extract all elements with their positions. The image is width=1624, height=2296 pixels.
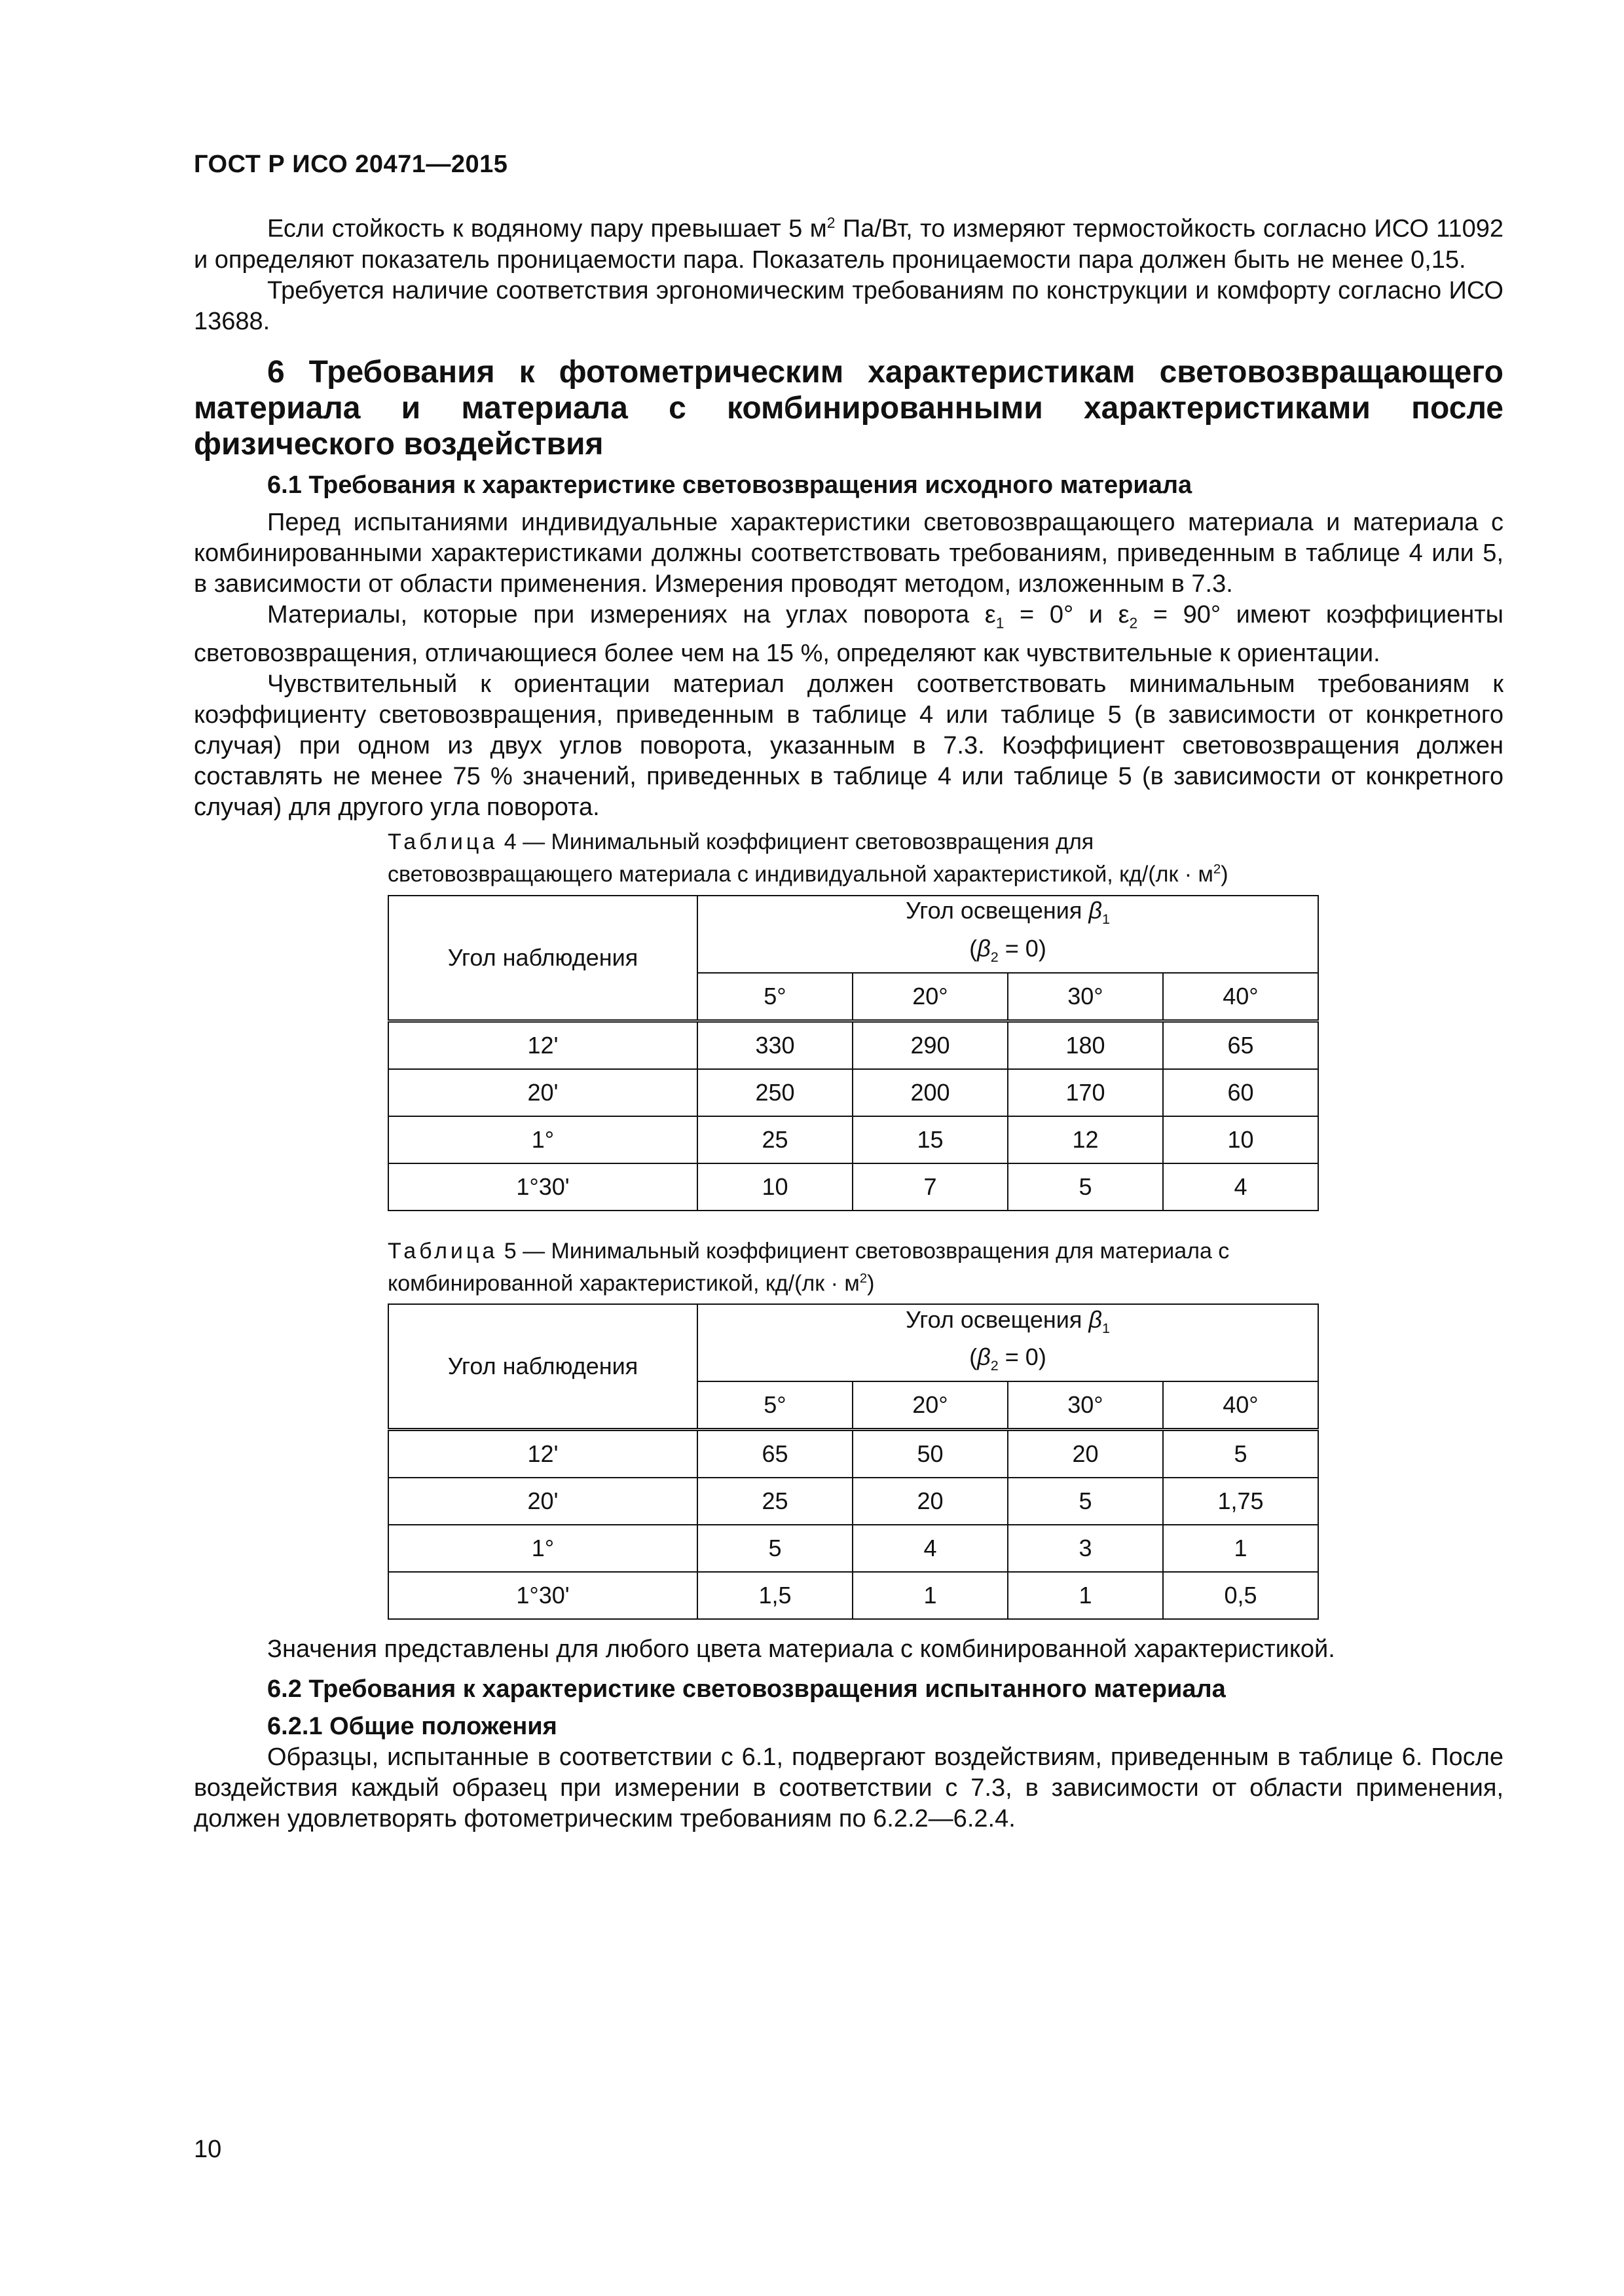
document-page [194, 151, 1504, 1834]
table-5-angle-header: 40° [1163, 1381, 1318, 1430]
table-cell: 20 [853, 1478, 1008, 1525]
table-cell: 5 [1163, 1429, 1318, 1478]
table-5-angle-header: 30° [1008, 1381, 1163, 1430]
section-6-heading: 6 Требования к фотометрическим характеристикам световозвращающего материала и материала с комбинированными характеристиками после физического воздействия [194, 354, 1504, 462]
table-cell: 330 [697, 1021, 853, 1069]
table-cell: 12 [1008, 1116, 1163, 1163]
page-number: 10 [194, 2136, 222, 2163]
table-cell: 20' [388, 1069, 697, 1116]
table-4-caption: Таблица 4 — Минимальный коэффициент световозвращения для световозвращающего материала с индивидуальной характеристикой, $кд/(лк \cdot м^2)$ [388, 829, 1228, 887]
table-4-angle-header: 20° [853, 973, 1008, 1021]
paragraph-6-2-1: Образцы, испытанные в соответствии с 6.1, подвергают воздействиям, приведенным в таблице 6. После воздействия каждый образец при измерении в соответствии с 7.3, в зависимости от области применения, должен удовлетворять фотометрическим требованиям по 6.2.2—6.2.4. [194, 1743, 1504, 1832]
table-row [388, 1021, 1318, 1069]
document-header: ГОСТ Р ИСО 20471—2015 [194, 151, 508, 178]
table-cell: 200 [853, 1069, 1008, 1116]
paragraph-vapor-resistance: Если стойкость к водяному пару превышает 5 $м^2$ Па/Вт, то измеряют термостойкость согласно ИСО 11092 и определяют показатель проницаемости пара. Показатель проницаемости пара должен быть не менее 0,15. [194, 214, 1504, 274]
table-row [388, 1525, 1318, 1572]
table-cell: 25 [697, 1116, 853, 1163]
table-row [388, 1429, 1318, 1478]
table-4-angle-header: 30° [1008, 973, 1163, 1021]
table-cell: 1 [1008, 1572, 1163, 1619]
table-cell: 20' [388, 1478, 697, 1525]
table-5-caption: Таблица 5 — Минимальный коэффициент световозвращения для материала с комбинированной характеристикой, $кд/(лк \cdot м^2)$ [388, 1238, 1230, 1296]
table-row [388, 1116, 1318, 1163]
table-5-illumination-header: Угол освещения $\beta_1$ $(\beta_2 = 0)$ [697, 1304, 1318, 1381]
table-cell: 65 [697, 1429, 853, 1478]
table-cell: 4 [853, 1525, 1008, 1572]
section-6-1-heading: 6.1 Требования к характеристике световозвращения исходного материала [267, 471, 1192, 499]
table-5-note: Значения представлены для любого цвета материала с комбинированной характеристикой. [267, 1635, 1335, 1663]
paragraph-ergonomics: Требуется наличие соответствия эргономическим требованиям по конструкции и комфорту согласно ИСО 13688. [194, 276, 1504, 335]
table-cell: 0,5 [1163, 1572, 1318, 1619]
table-cell: 1 [1163, 1525, 1318, 1572]
table-cell: 25 [697, 1478, 853, 1525]
table-cell: 10 [697, 1163, 853, 1211]
table-cell: 5 [1008, 1478, 1163, 1525]
table-4 [388, 895, 1319, 1211]
table-cell: 60 [1163, 1069, 1318, 1116]
table-cell: 50 [853, 1429, 1008, 1478]
paragraph-6-1-requirements: Перед испытаниями индивидуальные характеристики световозвращающего материала и материала с комбинированными характеристиками должны соответствовать требованиям, приведенным в таблице 4 или 5, в зависимости от области применения. Измерения проводят методом, изложенным в 7.3. [194, 508, 1504, 598]
table-cell: 290 [853, 1021, 1008, 1069]
table-row [388, 1069, 1318, 1116]
paragraph-6-1-sensitive: Чувствительный к ориентации материал должен соответствовать минимальным требованиям к коэффициенту световозвращения, приведенным в таблице 4 или таблице 5 (в зависимости от конкретного случая) при одном из двух углов поворота, указанным в 7.3. Коэффициент световозвращения должен составлять не менее 75 % значений, приведенных в таблице 4 или таблице 5 (в зависимости от конкретного случая) для другого угла поворота. [194, 670, 1504, 822]
table-row [388, 1478, 1318, 1525]
section-6-2-heading: 6.2 Требования к характеристике световозвращения испытанного материала [267, 1675, 1226, 1703]
table-cell: 5 [1008, 1163, 1163, 1211]
table-cell: 180 [1008, 1021, 1163, 1069]
table-cell: 1 [853, 1572, 1008, 1619]
table-cell: 12' [388, 1021, 697, 1069]
table-cell: 1,5 [697, 1572, 853, 1619]
table-5-angle-header: 5° [697, 1381, 853, 1430]
paragraph-6-1-orientation: Материалы, которые при измерениях на углах поворота $\varepsilon_1 = 0^\circ$ и $\varepsilon_2 = 90^\circ$ имеют коэффициенты световозвращения, отличающиеся более чем на 15 %, определяют как чувствительные к ориентации. [194, 600, 1504, 668]
table-cell: 4 [1163, 1163, 1318, 1211]
table-cell: 250 [697, 1069, 853, 1116]
section-6-2-1-heading: 6.2.1 Общие положения [267, 1712, 557, 1740]
table-5 [388, 1303, 1319, 1620]
table-cell: 1°30' [388, 1572, 697, 1619]
table-cell: 20 [1008, 1429, 1163, 1478]
table-row [388, 1163, 1318, 1211]
table-cell: 170 [1008, 1069, 1163, 1116]
table-cell: 3 [1008, 1525, 1163, 1572]
table-cell: 10 [1163, 1116, 1318, 1163]
table-5-observation-header: Угол наблюдения [388, 1304, 697, 1430]
table-5-angle-header: 20° [853, 1381, 1008, 1430]
table-4-angle-header: 5° [697, 973, 853, 1021]
table-4-observation-header: Угол наблюдения [388, 896, 697, 1021]
table-cell: 15 [853, 1116, 1008, 1163]
table-4-illumination-header: Угол освещения $\beta_1$ $(\beta_2 = 0)$ [697, 896, 1318, 973]
table-cell: 7 [853, 1163, 1008, 1211]
table-cell: 65 [1163, 1021, 1318, 1069]
table-cell: 5 [697, 1525, 853, 1572]
table-4-angle-header: 40° [1163, 973, 1318, 1021]
table-cell: 1° [388, 1116, 697, 1163]
table-cell: 1° [388, 1525, 697, 1572]
table-cell: 12' [388, 1429, 697, 1478]
table-cell: 1,75 [1163, 1478, 1318, 1525]
table-row [388, 1572, 1318, 1619]
table-cell: 1°30' [388, 1163, 697, 1211]
